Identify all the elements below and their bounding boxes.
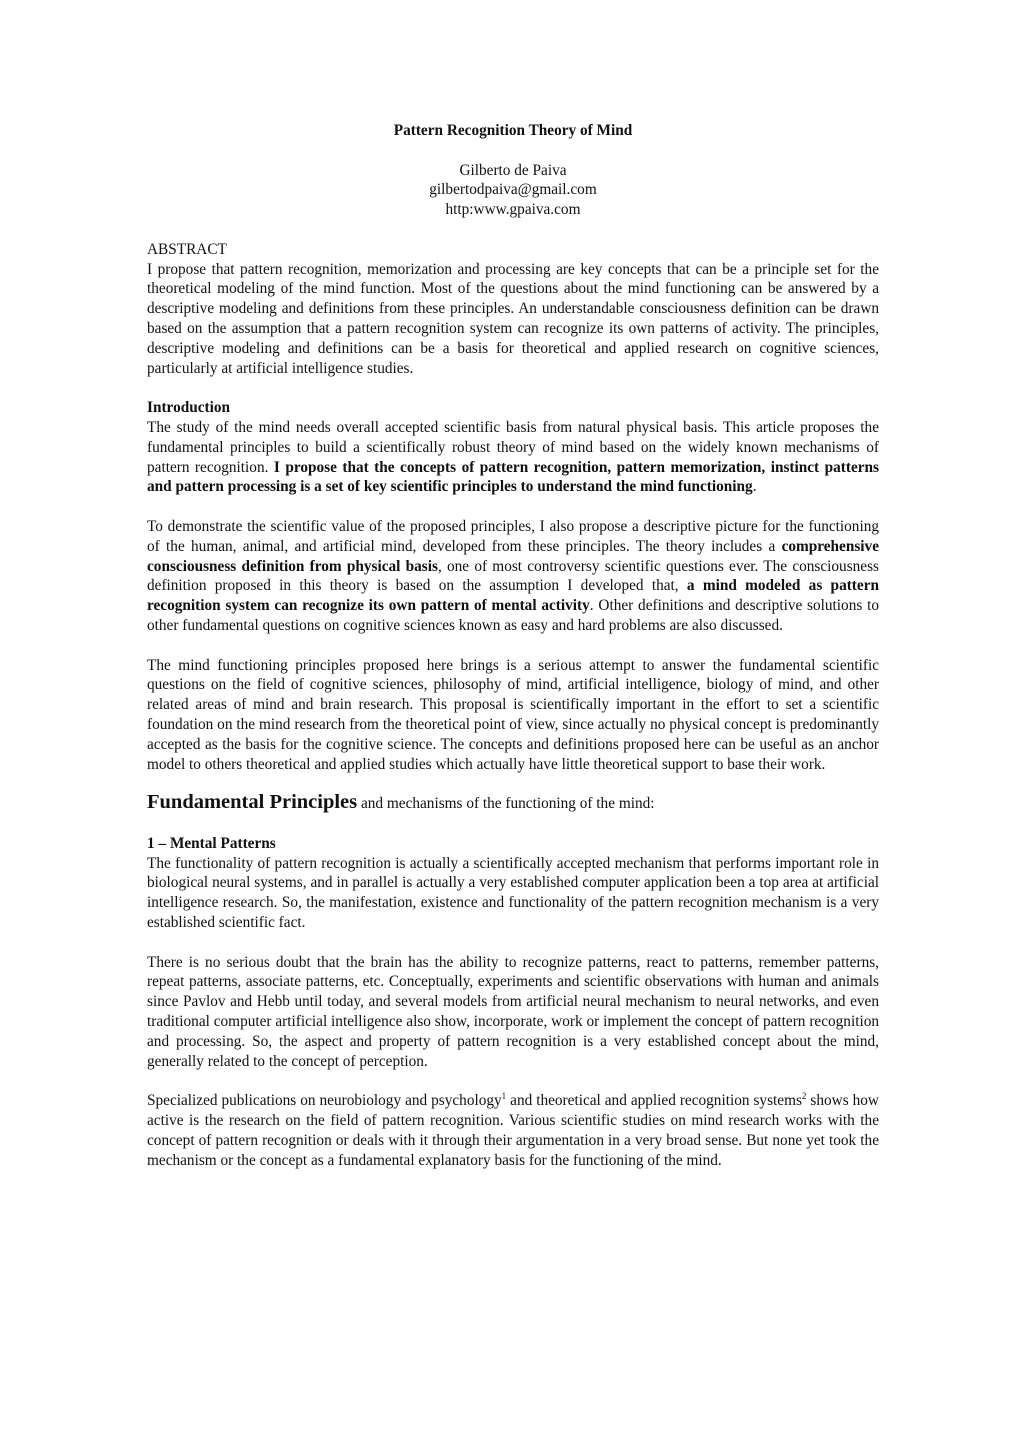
paper-title: Pattern Recognition Theory of Mind — [393, 122, 633, 139]
introduction-emphasis-1: I propose that the concepts of pattern recognition, pattern memorization, instinct patterns and pattern processing is a set of key scientific principles to understand the mind functioning — [147, 458, 880, 496]
abstract-text: I propose that pattern recognition, memorization and processing are key concepts that can be a principle set for the theoretical modeling of the mind function. Most of the questions about the mind functioning can be answered by a descriptive modeling and definitions from these principles. An understandable consciousness definition can be drawn based on the assumption that a pattern recognition system can recognize its own patterns of activity. The principles, descriptive modeling and definitions can be a basis for theoretical and applied research on cognitive sciences, particularly at artificial intelligence studies. — [147, 260, 879, 377]
author-email: gilbertodpaiva@gmail.com — [429, 181, 597, 199]
introduction-emphasis-3: a mind modeled as pattern recognition system can recognize its own pattern of mental activity — [147, 577, 879, 615]
document-page — [147, 121, 879, 1170]
introduction-paragraph-2: To demonstrate the scientific value of the proposed principles, I also propose a descriptive picture for the functioning of the human, animal, and artificial mind, developed from these principles. The theory includes a comprehensive consciousness definition from physical basis, one of most controversy scientific questions ever. The consciousness definition proposed in this theory is based on the assumption I developed that, a mind modeled as pattern recognition system can recognize its own pattern of mental activity. Other definitions and descriptive solutions to other fundamental questions on cognitive sciences known as easy and hard problems are also discussed. — [147, 517, 880, 634]
mental-patterns-heading: 1 – Mental Patterns — [147, 834, 276, 852]
footnote-ref-2[interactable]: 2 — [801, 1091, 807, 1102]
mental-patterns-paragraph-2: There is no serious doubt that the brain has the ability to recognize patterns, react to patterns, remember patterns, repeat patterns, associate patterns, etc. Conceptually, experiments and scientific observations with human and animals since Pavlov and Hebb until today, and several models from artificial neural mechanism to neural networks, and even traditional computer artificial intelligence also show, incorporate, work or implement the concept of pattern recognition and processing. So, the aspect and property of pattern recognition is a very established concept about the mind, generally related to the concept of perception. — [147, 953, 879, 1070]
fundamental-principles-heading: Fundamental Principles and mechanisms of the functioning of the mind: — [147, 791, 655, 814]
introduction-paragraph-1: The study of the mind needs overall accepted scientific basis from natural physical basis. This article proposes the fundamental principles to build a scientifically robust theory of mind based on the widely known mechanisms of pattern recognition. I propose that the concepts of pattern recognition, pattern memorization, instinct patterns and pattern processing is a set of key scientific principles to understand the mind functioning. — [147, 418, 880, 496]
footnote-ref-1[interactable]: 1 — [501, 1091, 507, 1102]
introduction-emphasis-2: comprehensive consciousness definition from physical basis — [147, 537, 879, 575]
introduction-paragraph-3: The mind functioning principles proposed here brings is a serious attempt to answer the fundamental scientific questions on the field of cognitive sciences, philosophy of mind, artificial intelligence, biology of mind, and other related areas of mind and brain research. This proposal is scientifically important in the effort to set a scientific foundation on the mind research from the theoretical point of view, since actually no physical concept is predominantly accepted as the basis for the cognitive science. The concepts and definitions proposed here can be useful as an anchor model to others theoretical and applied studies which actually have little theoretical support to base their work. — [147, 656, 879, 773]
author-name: Gilberto de Paiva — [459, 161, 567, 179]
mental-patterns-paragraph-1: The functionality of pattern recognition is actually a scientifically accepted mechanism that performs important role in biological neural systems, and in parallel is actually a very established computer application been a top area at artificial intelligence research. So, the manifestation, existence and functionality of the pattern recognition mechanism is a very established scientific fact. — [147, 854, 879, 932]
introduction-heading: Introduction — [147, 399, 231, 417]
author-website: http:www.gpaiva.com — [445, 201, 581, 219]
fundamental-principles-title: Fundamental Principles — [147, 791, 358, 814]
mental-patterns-paragraph-3: Specialized publications on neurobiology and psychology$^1$ and theoretical and applied recognition systems$^2$ shows how active is the research on the field of pattern recognition. Various scientific studies on mind research works with the concept of pattern recognition or deals with it through their argumentation in a very broad sense. But none yet took the mechanism or the concept as a fundamental explanatory basis for the functioning of the mind. — [147, 1091, 879, 1169]
abstract-heading: ABSTRACT — [147, 240, 227, 258]
author-block — [147, 161, 879, 220]
